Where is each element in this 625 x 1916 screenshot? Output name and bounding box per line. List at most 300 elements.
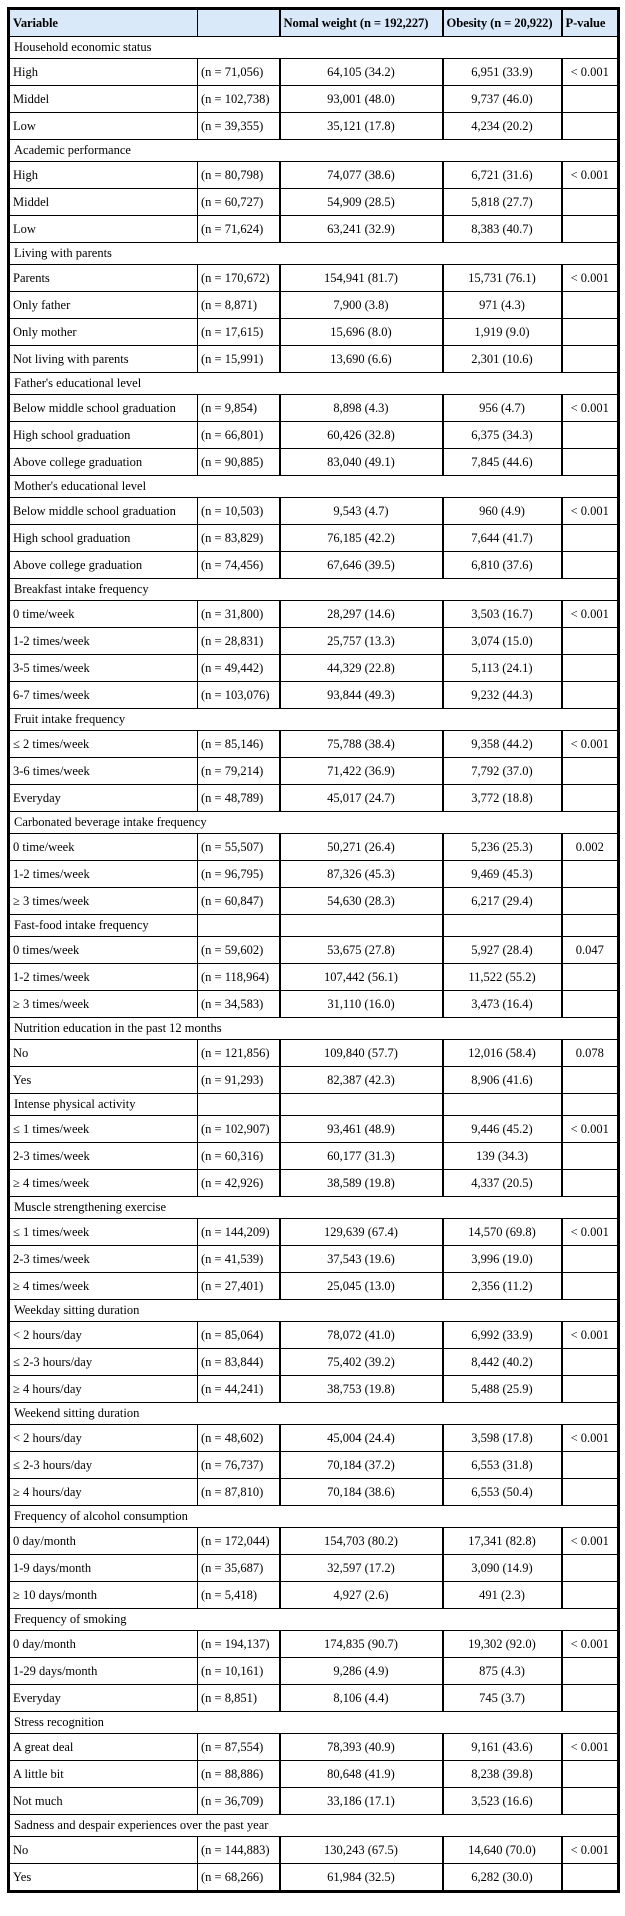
cell-variable: 0 day/month (9, 1631, 198, 1658)
cell-normal-weight: 38,753 (19.8) (280, 1376, 443, 1403)
data-row (9, 1788, 619, 1815)
cell-variable: Yes (9, 1864, 198, 1892)
header-cell-obesity: Obesity (n = 20,922) (443, 9, 562, 37)
data-row (9, 1555, 619, 1582)
section-row (9, 915, 619, 937)
cell-obesity: 5,488 (25.9) (443, 1376, 562, 1403)
cell-obesity: 3,074 (15.0) (443, 628, 562, 655)
cell-p-value: < 0.001 (562, 162, 619, 189)
cell-obesity: 971 (4.3) (443, 292, 562, 319)
cell-p-value (562, 1170, 619, 1197)
cell-n: (n = 118,964) (198, 964, 280, 991)
cell-normal-weight: 25,757 (13.3) (280, 628, 443, 655)
data-row (9, 758, 619, 785)
cell-p-value (562, 319, 619, 346)
cell-variable: 1-29 days/month (9, 1658, 198, 1685)
cell-variable: ≤ 1 times/week (9, 1219, 198, 1246)
section-title: Weekday sitting duration (9, 1300, 619, 1322)
section-row (9, 140, 619, 162)
cell-variable: No (9, 1040, 198, 1067)
cell-variable: Middel (9, 86, 198, 113)
section-title: Fast-food intake frequency (9, 915, 198, 937)
data-row (9, 113, 619, 140)
cell-n: (n = 35,687) (198, 1555, 280, 1582)
cell-n: (n = 44,241) (198, 1376, 280, 1403)
section-row (9, 1609, 619, 1631)
data-row (9, 1246, 619, 1273)
cell-n: (n = 39,355) (198, 113, 280, 140)
cell-variable: 1-2 times/week (9, 964, 198, 991)
cell-n: (n = 60,727) (198, 189, 280, 216)
cell-n: (n = 87,810) (198, 1479, 280, 1506)
cell-p-value: < 0.001 (562, 1116, 619, 1143)
cell-p-value (562, 1555, 619, 1582)
cell-normal-weight: 13,690 (6.6) (280, 346, 443, 373)
cell-normal-weight: 9,543 (4.7) (280, 498, 443, 525)
cell-obesity: 8,383 (40.7) (443, 216, 562, 243)
table-header (9, 9, 619, 37)
cell-p-value (562, 1067, 619, 1094)
cell-obesity: 960 (4.9) (443, 498, 562, 525)
cell-variable: ≤ 2-3 hours/day (9, 1452, 198, 1479)
cell-normal-weight: 67,646 (39.5) (280, 552, 443, 579)
data-row (9, 1864, 619, 1892)
cell-variable: Above college graduation (9, 449, 198, 476)
section-title: Fruit intake frequency (9, 709, 619, 731)
data-row (9, 265, 619, 292)
data-row (9, 1425, 619, 1452)
section-title: Intense physical activity (9, 1094, 198, 1116)
cell-normal-weight: 54,630 (28.3) (280, 888, 443, 915)
cell-n: (n = 28,831) (198, 628, 280, 655)
cell-variable: Middel (9, 189, 198, 216)
data-row (9, 1376, 619, 1403)
cell-variable: ≥ 3 times/week (9, 888, 198, 915)
cell-p-value (562, 216, 619, 243)
cell-n: (n = 48,789) (198, 785, 280, 812)
cell-normal-weight: 9,286 (4.9) (280, 1658, 443, 1685)
cell-n: (n = 144,883) (198, 1837, 280, 1864)
cell-n: (n = 90,885) (198, 449, 280, 476)
cell-normal-weight: 174,835 (90.7) (280, 1631, 443, 1658)
cell-p-value (562, 964, 619, 991)
cell-normal-weight: 70,184 (38.6) (280, 1479, 443, 1506)
section-empty-cell (562, 1094, 619, 1116)
cell-p-value (562, 758, 619, 785)
cell-normal-weight: 82,387 (42.3) (280, 1067, 443, 1094)
cell-obesity: 3,598 (17.8) (443, 1425, 562, 1452)
section-empty-cell (443, 1094, 562, 1116)
section-title: Frequency of alcohol consumption (9, 1506, 619, 1528)
section-row (9, 37, 619, 59)
section-row (9, 373, 619, 395)
data-row (9, 601, 619, 628)
cell-obesity: 7,644 (41.7) (443, 525, 562, 552)
cell-obesity: 5,818 (27.7) (443, 189, 562, 216)
cell-p-value (562, 1582, 619, 1609)
cell-obesity: 19,302 (92.0) (443, 1631, 562, 1658)
cell-p-value: < 0.001 (562, 498, 619, 525)
data-row (9, 937, 619, 964)
cell-normal-weight: 4,927 (2.6) (280, 1582, 443, 1609)
cell-obesity: 6,553 (31.8) (443, 1452, 562, 1479)
cell-obesity: 6,721 (31.6) (443, 162, 562, 189)
cell-p-value (562, 1376, 619, 1403)
cell-obesity: 5,113 (24.1) (443, 655, 562, 682)
cell-p-value (562, 1143, 619, 1170)
cell-normal-weight: 70,184 (37.2) (280, 1452, 443, 1479)
data-row (9, 498, 619, 525)
cell-normal-weight: 31,110 (16.0) (280, 991, 443, 1018)
data-row (9, 1322, 619, 1349)
section-row (9, 1712, 619, 1734)
section-empty-cell (198, 915, 280, 937)
cell-normal-weight: 76,185 (42.2) (280, 525, 443, 552)
cell-n: (n = 15,991) (198, 346, 280, 373)
section-empty-cell (198, 1094, 280, 1116)
cell-variable: A little bit (9, 1761, 198, 1788)
cell-normal-weight: 38,589 (19.8) (280, 1170, 443, 1197)
cell-variable: ≤ 1 times/week (9, 1116, 198, 1143)
cell-variable: ≥ 4 times/week (9, 1273, 198, 1300)
section-row (9, 1300, 619, 1322)
cell-n: (n = 76,737) (198, 1452, 280, 1479)
header-cell-blank (198, 9, 280, 37)
cell-normal-weight: 64,105 (34.2) (280, 59, 443, 86)
cell-p-value (562, 861, 619, 888)
cell-n: (n = 60,847) (198, 888, 280, 915)
cell-variable: Above college graduation (9, 552, 198, 579)
section-row (9, 1197, 619, 1219)
section-title: Weekend sitting duration (9, 1403, 619, 1425)
data-row (9, 319, 619, 346)
cell-obesity: 17,341 (82.8) (443, 1528, 562, 1555)
cell-normal-weight: 80,648 (41.9) (280, 1761, 443, 1788)
cell-p-value: < 0.001 (562, 1425, 619, 1452)
cell-obesity: 5,927 (28.4) (443, 937, 562, 964)
cell-variable: Not living with parents (9, 346, 198, 373)
cell-obesity: 6,375 (34.3) (443, 422, 562, 449)
cell-variable: Everyday (9, 1685, 198, 1712)
data-row (9, 449, 619, 476)
cell-obesity: 4,337 (20.5) (443, 1170, 562, 1197)
cell-p-value (562, 682, 619, 709)
section-row (9, 812, 619, 834)
data-row (9, 1528, 619, 1555)
cell-n: (n = 27,401) (198, 1273, 280, 1300)
cell-variable: Not much (9, 1788, 198, 1815)
data-row (9, 964, 619, 991)
cell-variable: High school graduation (9, 525, 198, 552)
section-empty-cell (280, 1094, 443, 1116)
data-row (9, 1219, 619, 1246)
cell-normal-weight: 35,121 (17.8) (280, 113, 443, 140)
cell-obesity: 956 (4.7) (443, 395, 562, 422)
cell-n: (n = 59,602) (198, 937, 280, 964)
data-row (9, 1116, 619, 1143)
cell-normal-weight: 154,941 (81.7) (280, 265, 443, 292)
data-row (9, 552, 619, 579)
cell-n: (n = 60,316) (198, 1143, 280, 1170)
cell-p-value (562, 189, 619, 216)
data-row (9, 1658, 619, 1685)
section-title: Carbonated beverage intake frequency (9, 812, 619, 834)
cell-normal-weight: 93,844 (49.3) (280, 682, 443, 709)
data-row (9, 1040, 619, 1067)
cell-n: (n = 144,209) (198, 1219, 280, 1246)
cell-n: (n = 80,798) (198, 162, 280, 189)
cell-variable: ≥ 4 times/week (9, 1170, 198, 1197)
data-row (9, 628, 619, 655)
cell-variable: Only father (9, 292, 198, 319)
cell-variable: Yes (9, 1067, 198, 1094)
cell-p-value (562, 292, 619, 319)
cell-n: (n = 121,856) (198, 1040, 280, 1067)
data-row (9, 861, 619, 888)
cell-variable: No (9, 1837, 198, 1864)
cell-obesity: 9,469 (45.3) (443, 861, 562, 888)
section-row (9, 1506, 619, 1528)
section-row (9, 1018, 619, 1040)
cell-obesity: 491 (2.3) (443, 1582, 562, 1609)
cell-variable: Everyday (9, 785, 198, 812)
cell-variable: < 2 hours/day (9, 1425, 198, 1452)
data-row (9, 1143, 619, 1170)
cell-obesity: 745 (3.7) (443, 1685, 562, 1712)
cell-n: (n = 96,795) (198, 861, 280, 888)
cell-variable: 2-3 times/week (9, 1143, 198, 1170)
cell-n: (n = 79,214) (198, 758, 280, 785)
cell-obesity: 6,282 (30.0) (443, 1864, 562, 1892)
cell-variable: ≤ 2-3 hours/day (9, 1349, 198, 1376)
section-title: Academic performance (9, 140, 619, 162)
cell-obesity: 6,217 (29.4) (443, 888, 562, 915)
section-row (9, 1094, 619, 1116)
section-title: Living with parents (9, 243, 619, 265)
cell-n: (n = 71,624) (198, 216, 280, 243)
cell-variable: < 2 hours/day (9, 1322, 198, 1349)
cell-p-value: < 0.001 (562, 1631, 619, 1658)
header-cell-normal-weight: Nomal weight (n = 192,227) (280, 9, 443, 37)
cell-obesity: 2,301 (10.6) (443, 346, 562, 373)
cell-variable: 0 times/week (9, 937, 198, 964)
cell-normal-weight: 32,597 (17.2) (280, 1555, 443, 1582)
cell-n: (n = 55,507) (198, 834, 280, 861)
cell-normal-weight: 129,639 (67.4) (280, 1219, 443, 1246)
cell-variable: ≥ 3 times/week (9, 991, 198, 1018)
cell-obesity: 5,236 (25.3) (443, 834, 562, 861)
cell-p-value (562, 1273, 619, 1300)
cell-obesity: 1,919 (9.0) (443, 319, 562, 346)
cell-obesity: 9,446 (45.2) (443, 1116, 562, 1143)
cell-variable: ≥ 4 hours/day (9, 1479, 198, 1506)
cell-p-value (562, 1788, 619, 1815)
cell-obesity: 8,238 (39.8) (443, 1761, 562, 1788)
cell-n: (n = 48,602) (198, 1425, 280, 1452)
cell-obesity: 11,522 (55.2) (443, 964, 562, 991)
cell-variable: Below middle school graduation (9, 498, 198, 525)
data-row (9, 395, 619, 422)
data-row (9, 991, 619, 1018)
table-body (9, 37, 619, 1892)
cell-obesity: 875 (4.3) (443, 1658, 562, 1685)
cell-n: (n = 8,871) (198, 292, 280, 319)
cell-obesity: 7,845 (44.6) (443, 449, 562, 476)
data-row (9, 1582, 619, 1609)
cell-p-value: < 0.001 (562, 1219, 619, 1246)
cell-p-value (562, 346, 619, 373)
data-row (9, 655, 619, 682)
cell-normal-weight: 54,909 (28.5) (280, 189, 443, 216)
cell-n: (n = 88,886) (198, 1761, 280, 1788)
cell-n: (n = 42,926) (198, 1170, 280, 1197)
cell-n: (n = 83,829) (198, 525, 280, 552)
cell-p-value: < 0.001 (562, 1528, 619, 1555)
section-title: Muscle strengthening exercise (9, 1197, 619, 1219)
cell-obesity: 14,640 (70.0) (443, 1837, 562, 1864)
data-row (9, 216, 619, 243)
section-empty-cell (562, 915, 619, 937)
cell-variable: High (9, 162, 198, 189)
data-row (9, 1349, 619, 1376)
cell-variable: ≥ 10 days/month (9, 1582, 198, 1609)
cell-p-value (562, 655, 619, 682)
cell-normal-weight: 107,442 (56.1) (280, 964, 443, 991)
cell-normal-weight: 71,422 (36.9) (280, 758, 443, 785)
section-title: Frequency of smoking (9, 1609, 619, 1631)
cell-obesity: 12,016 (58.4) (443, 1040, 562, 1067)
cell-p-value: < 0.001 (562, 265, 619, 292)
cell-obesity: 9,232 (44.3) (443, 682, 562, 709)
cell-n: (n = 10,161) (198, 1658, 280, 1685)
cell-n: (n = 17,615) (198, 319, 280, 346)
cell-variable: Low (9, 216, 198, 243)
cell-variable: 1-9 days/month (9, 1555, 198, 1582)
cell-variable: 1-2 times/week (9, 628, 198, 655)
cell-normal-weight: 45,017 (24.7) (280, 785, 443, 812)
cell-n: (n = 87,554) (198, 1734, 280, 1761)
cell-p-value: 0.002 (562, 834, 619, 861)
cell-p-value (562, 552, 619, 579)
section-empty-cell (280, 915, 443, 937)
cell-obesity: 6,810 (37.6) (443, 552, 562, 579)
section-title: Household economic status (9, 37, 619, 59)
cell-n: (n = 5,418) (198, 1582, 280, 1609)
cell-n: (n = 9,854) (198, 395, 280, 422)
data-row (9, 1067, 619, 1094)
data-row (9, 888, 619, 915)
cell-p-value (562, 1246, 619, 1273)
cell-obesity: 8,906 (41.6) (443, 1067, 562, 1094)
cell-n: (n = 85,146) (198, 731, 280, 758)
cell-obesity: 6,951 (33.9) (443, 59, 562, 86)
cell-variable: 2-3 times/week (9, 1246, 198, 1273)
cell-obesity: 6,992 (33.9) (443, 1322, 562, 1349)
cell-variable: Parents (9, 265, 198, 292)
cell-n: (n = 85,064) (198, 1322, 280, 1349)
cell-normal-weight: 45,004 (24.4) (280, 1425, 443, 1452)
cell-normal-weight: 78,072 (41.0) (280, 1322, 443, 1349)
cell-variable: 6-7 times/week (9, 682, 198, 709)
data-row (9, 1273, 619, 1300)
cell-normal-weight: 109,840 (57.7) (280, 1040, 443, 1067)
section-title: Nutrition education in the past 12 months (9, 1018, 619, 1040)
section-row (9, 1815, 619, 1837)
section-row (9, 243, 619, 265)
section-row (9, 709, 619, 731)
cell-normal-weight: 37,543 (19.6) (280, 1246, 443, 1273)
cell-obesity: 9,737 (46.0) (443, 86, 562, 113)
cell-obesity: 3,090 (14.9) (443, 1555, 562, 1582)
cell-obesity: 2,356 (11.2) (443, 1273, 562, 1300)
data-row (9, 834, 619, 861)
cell-n: (n = 102,907) (198, 1116, 280, 1143)
cell-normal-weight: 75,788 (38.4) (280, 731, 443, 758)
cell-p-value: < 0.001 (562, 731, 619, 758)
cell-n: (n = 83,844) (198, 1349, 280, 1376)
cell-obesity: 139 (34.3) (443, 1143, 562, 1170)
cell-normal-weight: 50,271 (26.4) (280, 834, 443, 861)
cell-normal-weight: 15,696 (8.0) (280, 319, 443, 346)
section-row (9, 579, 619, 601)
cell-n: (n = 172,044) (198, 1528, 280, 1555)
data-row (9, 189, 619, 216)
cell-n: (n = 170,672) (198, 265, 280, 292)
cell-normal-weight: 93,001 (48.0) (280, 86, 443, 113)
data-row (9, 525, 619, 552)
cell-variable: 0 day/month (9, 1528, 198, 1555)
cell-variable: 3-6 times/week (9, 758, 198, 785)
cell-variable: Low (9, 113, 198, 140)
cell-normal-weight: 7,900 (3.8) (280, 292, 443, 319)
cell-p-value (562, 628, 619, 655)
section-title: Stress recognition (9, 1712, 619, 1734)
cell-obesity: 3,503 (16.7) (443, 601, 562, 628)
section-row (9, 1403, 619, 1425)
section-title: Father's educational level (9, 373, 619, 395)
data-row (9, 422, 619, 449)
cell-n: (n = 71,056) (198, 59, 280, 86)
cell-n: (n = 103,076) (198, 682, 280, 709)
cell-p-value: < 0.001 (562, 601, 619, 628)
cell-variable: 1-2 times/week (9, 861, 198, 888)
cell-p-value (562, 888, 619, 915)
cell-variable: A great deal (9, 1734, 198, 1761)
cell-n: (n = 31,800) (198, 601, 280, 628)
data-row (9, 162, 619, 189)
cell-normal-weight: 28,297 (14.6) (280, 601, 443, 628)
cell-variable: 0 time/week (9, 834, 198, 861)
cell-n: (n = 74,456) (198, 552, 280, 579)
cell-p-value (562, 991, 619, 1018)
cell-p-value (562, 525, 619, 552)
cell-variable: 3-5 times/week (9, 655, 198, 682)
cell-n: (n = 91,293) (198, 1067, 280, 1094)
data-row (9, 86, 619, 113)
cell-variable: Only mother (9, 319, 198, 346)
cell-normal-weight: 8,106 (4.4) (280, 1685, 443, 1712)
cell-variable: High school graduation (9, 422, 198, 449)
cell-p-value (562, 1479, 619, 1506)
cell-variable: 0 time/week (9, 601, 198, 628)
section-title: Mother's educational level (9, 476, 619, 498)
data-row (9, 1837, 619, 1864)
cell-p-value: < 0.001 (562, 1837, 619, 1864)
cell-normal-weight: 74,077 (38.6) (280, 162, 443, 189)
cell-n: (n = 49,442) (198, 655, 280, 682)
cell-obesity: 6,553 (50.4) (443, 1479, 562, 1506)
cell-normal-weight: 60,426 (32.8) (280, 422, 443, 449)
